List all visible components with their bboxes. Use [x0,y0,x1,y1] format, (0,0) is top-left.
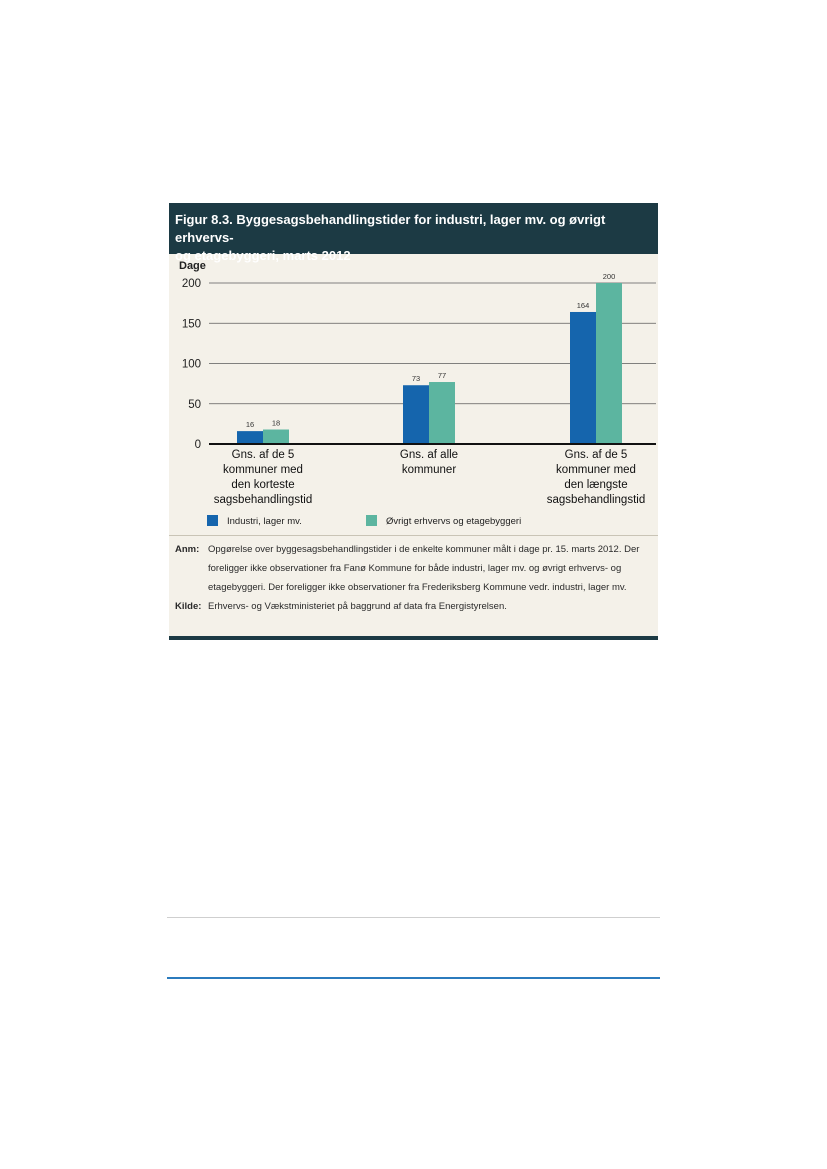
bar [403,385,429,444]
bar [570,312,596,444]
category-label: kommuner [401,464,457,476]
y-tick-label: 50 [188,398,201,411]
y-axis-label: Dage [179,260,206,272]
y-tick-label: 150 [181,318,201,331]
data-label: 16 [245,420,255,430]
source-text: Erhvervs- og Vækstministeriet på baggrund af data fra Energistyrelsen. [208,601,507,612]
legend-label: Industri, lager mv. [227,516,302,527]
figure-title [169,203,658,263]
category-label: Gns. af alle [399,449,459,461]
figure-title-line-2: og etagebyggeri, marts 2012 [175,248,351,263]
bar [596,283,622,444]
footer-divider [167,917,660,918]
category-label: den korteste [231,479,295,491]
note-label: Anm: [175,544,200,555]
y-tick-label: 100 [181,358,201,371]
figure-panel [169,203,658,640]
bar [237,431,263,444]
data-label: 18 [271,418,281,428]
note-row [175,540,652,597]
source-row [175,597,652,616]
legend-swatch [366,515,377,526]
category-label: den længste [564,479,628,491]
category-label: Gns. af de 5 [564,449,628,461]
figure-notes [169,535,658,636]
data-label: 200 [602,272,616,281]
y-tick-label: 0 [194,439,201,451]
legend-swatch [207,515,218,526]
data-label: 73 [411,374,421,384]
note-text: Opgørelse over byggesagsbehandlingstider i de enkelte kommuner målt i dage pr. 15. marts 2012. Der foreligger ikke observationer fra Fanø Kommune for både industri, lager mv. og øvrigt erhvervs- og etagebyggeri. Der foreligger ikke observationer fra Frederiksberg Kommune vedr. industri, lager mv. [208,544,640,593]
category-label: Gns. af de 5 [231,449,295,461]
data-label: 77 [437,371,447,381]
bar [263,430,289,444]
legend-label: Øvrigt erhvervs og etagebyggeri [386,516,522,527]
footer-accent-rule [167,977,660,979]
category-label: sagsbehandlingstid [213,494,313,506]
bar [429,382,455,444]
figure-title-line-1: Figur 8.3. Byggesagsbehandlingstider for industri, lager mv. og øvrigt erhvervs- [175,212,606,245]
data-label: 164 [576,300,590,310]
source-label: Kilde: [175,601,202,612]
category-label: sagsbehandlingstid [546,494,646,506]
category-label: kommuner med [223,464,303,476]
y-tick-label: 200 [181,278,201,290]
bar-chart [169,254,658,535]
category-label: kommuner med [556,464,636,476]
